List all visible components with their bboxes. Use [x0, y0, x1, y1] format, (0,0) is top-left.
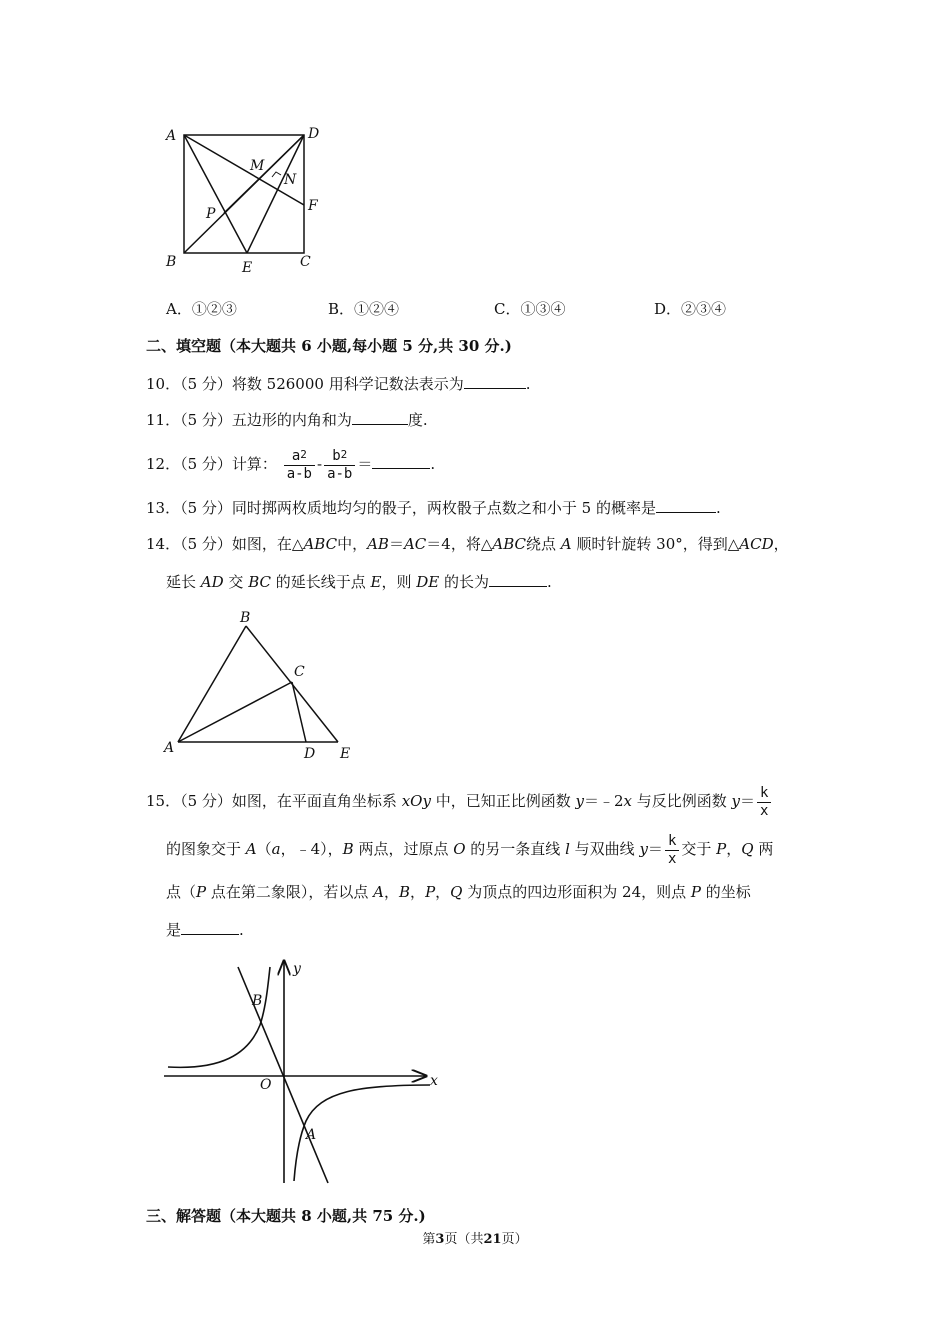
question-10: 10．（5 分）将数 526000 用科学记数法表示为 . [146, 375, 531, 393]
label-B: B [240, 610, 251, 626]
option-a[interactable]: A．①②③ [166, 300, 237, 318]
fraction-k-x-2: $\frac{k}{x}$ [665, 833, 679, 868]
option-c[interactable]: C．①③④ [494, 300, 566, 318]
label-y: y [293, 961, 301, 977]
label-N: N [284, 172, 297, 188]
answer-blank[interactable] [352, 410, 408, 425]
question-14-line2: 延长 AD 交 BC 的延长线于点 E，则 DE 的长为 . [166, 573, 552, 591]
fraction-k-x: $\frac{k}{x}$ [757, 785, 771, 820]
option-d[interactable]: D．②③④ [654, 300, 727, 318]
question-13: 13．（5 分）同时掷两枚质地均匀的骰子，两枚骰子点数之和小于 5 的概率是 . [146, 499, 721, 517]
page-footer: 第3页（共21页） [422, 1232, 528, 1247]
question-15-line2: 的图象交于 A（a，﹣4），B 两点，过原点 O 的另一条直线 l 与双曲线 y＝ $\frac{k}{x}$ 交于 P，Q 两 [166, 832, 774, 867]
label-F: F [308, 198, 318, 214]
label-D: D [308, 126, 320, 142]
label-E: E [340, 746, 351, 762]
label-M: M [250, 158, 265, 174]
label-A: A [306, 1127, 317, 1143]
section2-title: 二、填空题（本大题共 6 小题,每小题 5 分,共 30 分.) [146, 337, 512, 355]
square-figure [160, 120, 330, 280]
question-11: 11．（5 分）五边形的内角和为 度. [146, 411, 428, 429]
label-O: O [260, 1077, 272, 1093]
answer-blank[interactable] [181, 920, 239, 935]
label-A: A [164, 740, 175, 756]
answer-blank[interactable] [489, 572, 547, 587]
label-B: B [166, 254, 177, 270]
question-14-line1: 14．（5 分）如图，在△ABC中，AB＝AC＝4，将△ABC绕点 A 顺时针旋转 30°，得到△ACD， [146, 535, 789, 553]
answer-blank[interactable] [372, 454, 430, 469]
question-15-line4: 是 . [166, 921, 244, 939]
answer-blank[interactable] [464, 374, 526, 389]
fraction-1: $\frac{a^2}{a-b}$ [284, 448, 315, 483]
label-P: P [206, 206, 216, 222]
section3-title: 三、解答题（本大题共 8 小题,共 75 分.) [146, 1207, 426, 1225]
label-E: E [242, 260, 253, 276]
label-D: D [304, 746, 316, 762]
label-B: B [252, 993, 263, 1009]
label-C: C [294, 664, 305, 680]
label-A: A [166, 128, 177, 144]
label-x: x [430, 1073, 438, 1089]
fraction-2: $\frac{b^2}{a-b}$ [324, 448, 355, 483]
label-C: C [300, 254, 311, 270]
question-15-line3: 点（P 点在第二象限），若以点 A，B，P，Q 为顶点的四边形面积为 24，则点 P 的坐标 [166, 883, 751, 901]
option-b[interactable]: B．①②④ [328, 300, 400, 318]
question-12: 12．（5 分）计算： $\frac{a^2}{a-b}$ - $\frac{b^2}{a-b}$ ＝ . [146, 447, 436, 482]
triangle-figure [160, 606, 370, 766]
question-15-line1: 15．（5 分）如图，在平面直角坐标系 xOy 中，已知正比例函数 y＝﹣2x 与反比例函数 y＝ $\frac{k}{x}$ [146, 782, 773, 820]
graph-figure [160, 955, 450, 1190]
answer-blank[interactable] [656, 498, 716, 513]
